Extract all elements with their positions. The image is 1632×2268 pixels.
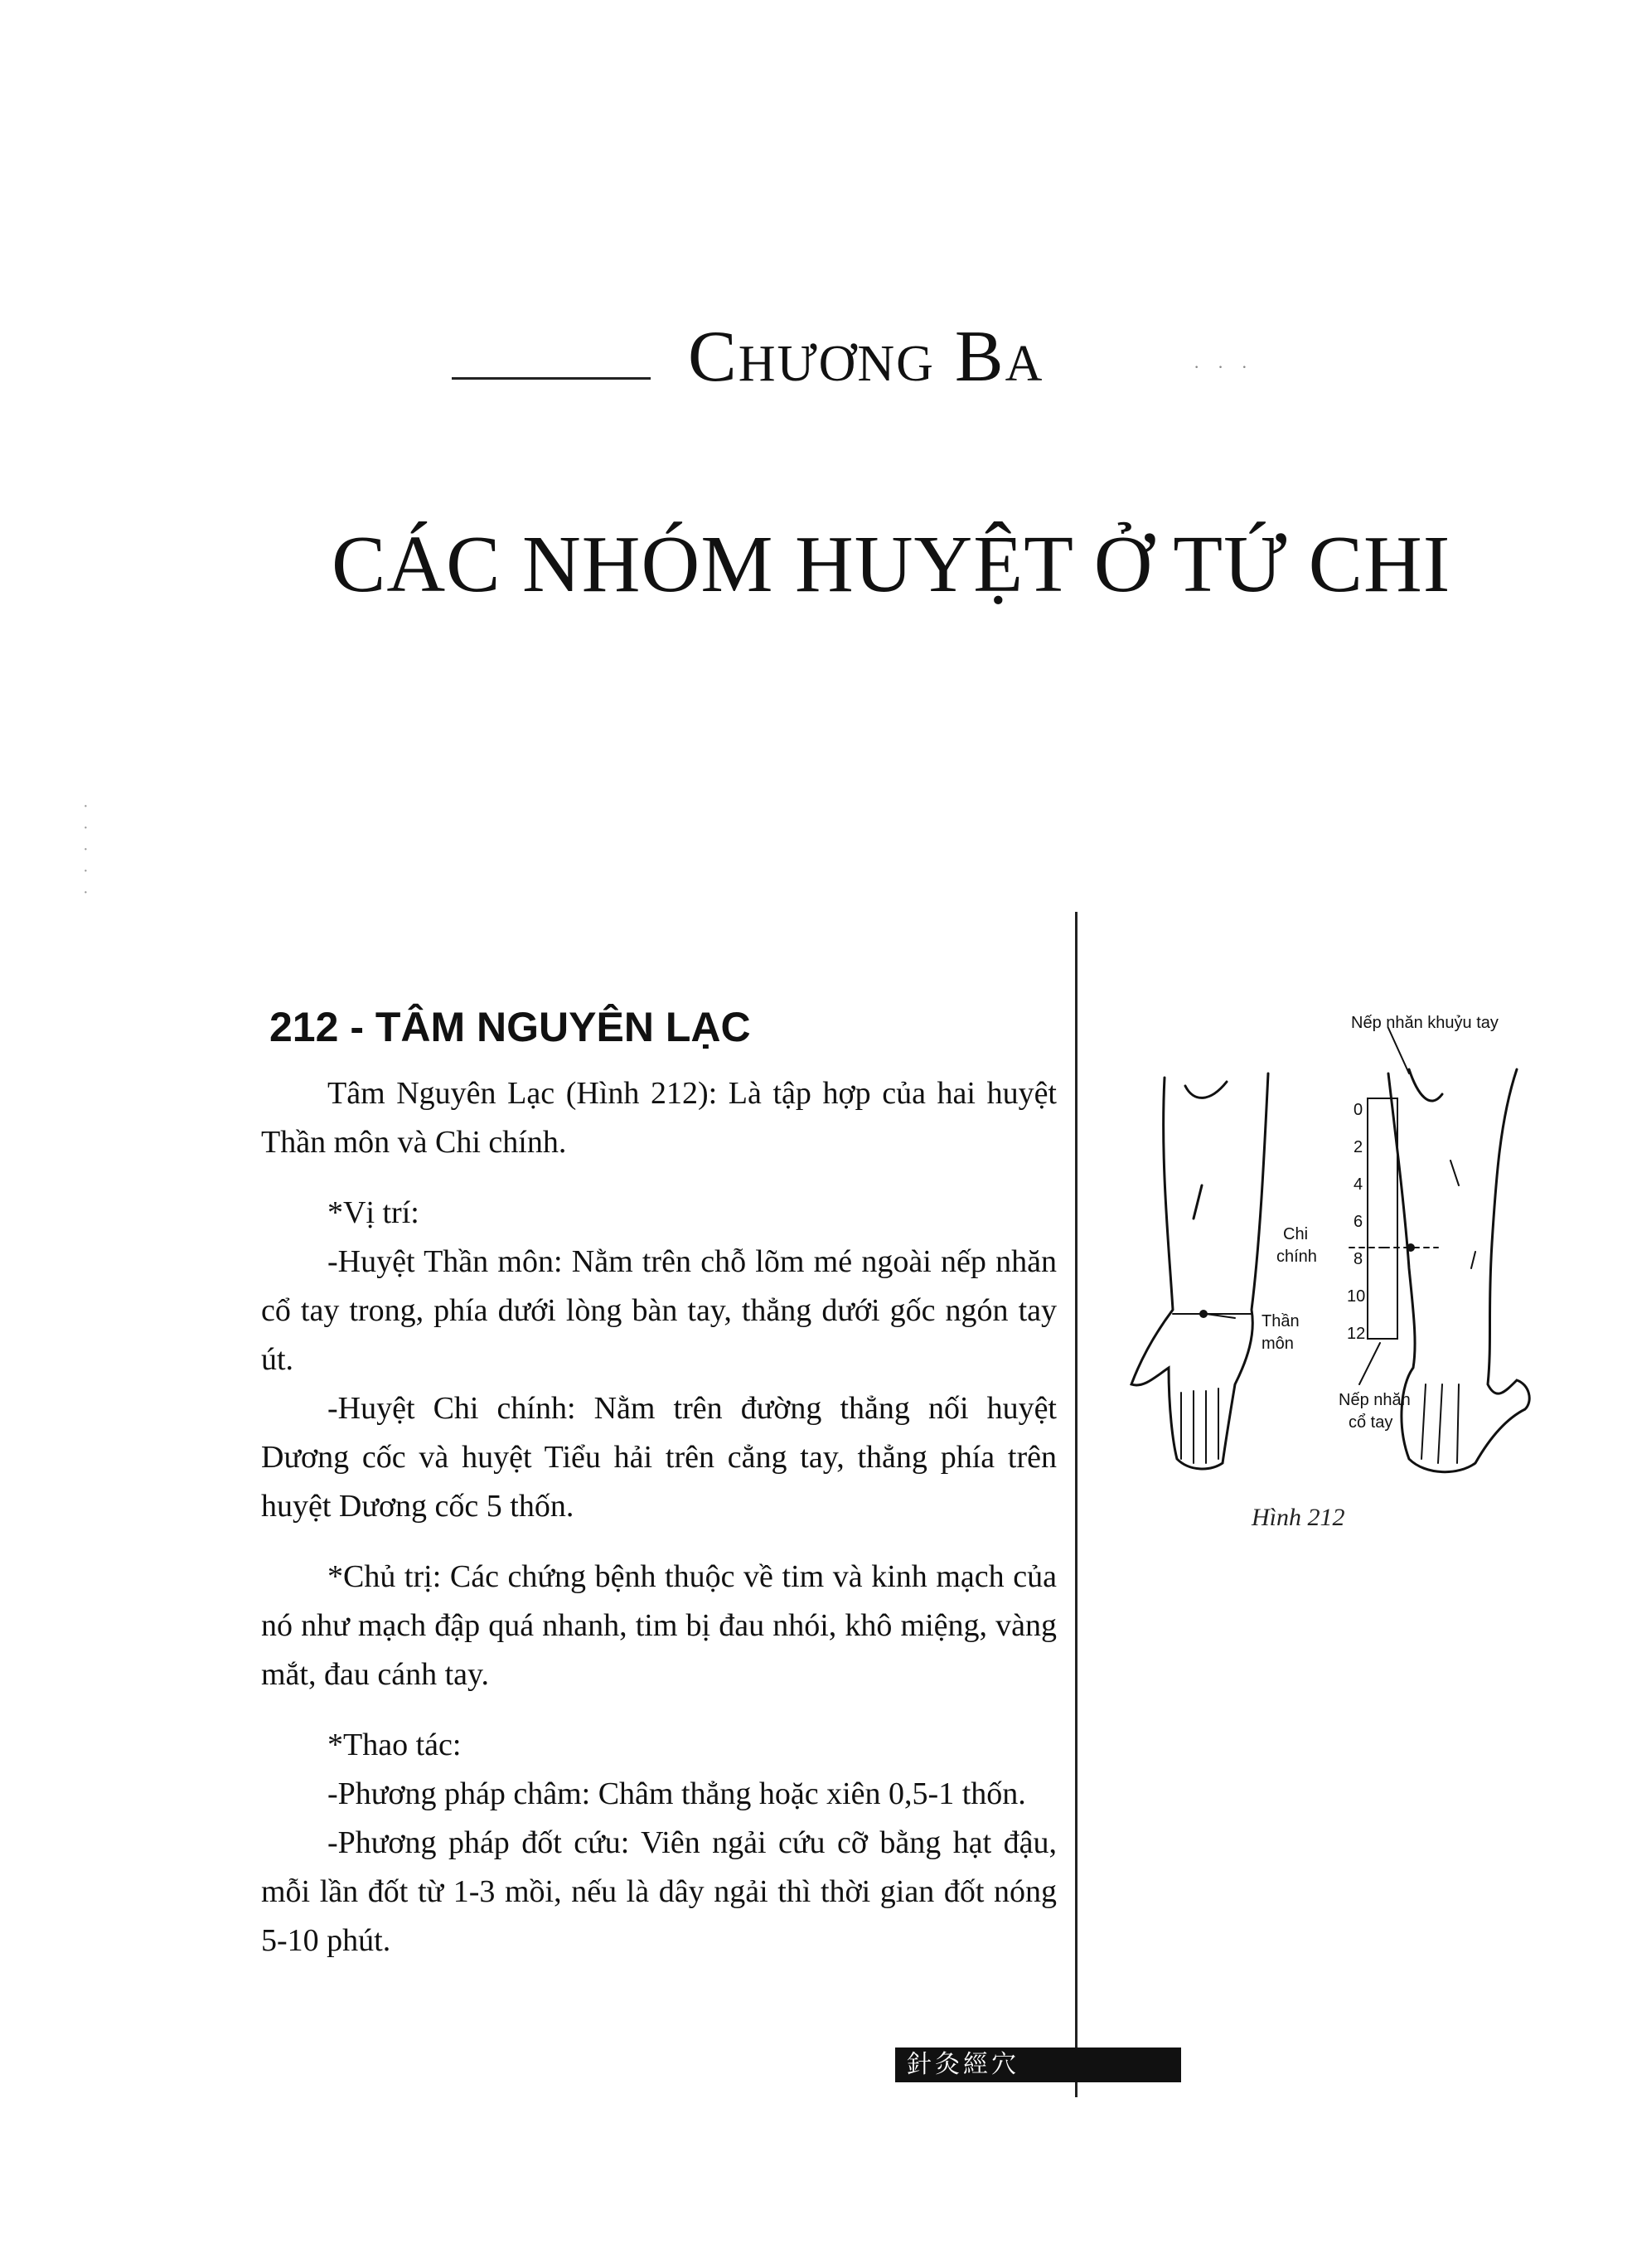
procedure-item-moxibustion: -Phương pháp đốt cứu: Viên ngải cứu cỡ bằng hạt đậu, mỗi lần đốt từ 1-3 mồi, nếu là dây ngải thì thời gian đốt nóng 5-10 phút. [261,1825,1057,1958]
chapter-rule [452,377,651,380]
figure-caption: Hình 212 [1252,1504,1345,1531]
margin-marks: · · · · · [83,797,89,902]
left-arm-line [1194,1185,1202,1219]
arm-illustration [1111,995,1575,1542]
location-item-chi-chinh: -Huyệt Chi chính: Nằm trên đường thẳng nối huyệt Dương cốc và huyệt Tiểu hải trên cẳng tay, thẳng phía trên huyệt Dương cốc 5 thốn. [261,1391,1057,1524]
left-finger-lines [1181,1388,1218,1463]
column-divider [1075,912,1078,2097]
label-wrist-crease-line1: Nếp nhăn [1339,1391,1411,1409]
wrist-crease-pointer [1359,1343,1380,1384]
left-arm-outline [1131,1073,1268,1469]
elbow-crease-pointer [1388,1028,1409,1073]
right-finger-lines [1421,1384,1459,1463]
chapter-label: Chương Ba [688,317,1044,397]
label-wrist-crease-line2: cổ tay [1349,1413,1393,1432]
label-chi-chinh-line1: Chi [1283,1225,1309,1243]
body-text [261,1069,1057,1965]
right-elbow-fold [1409,1069,1442,1101]
footer-band: 針灸經穴 [895,2048,1181,2082]
figure-212 [1111,995,1575,1542]
label-than-mon-line2: môn [1262,1335,1294,1353]
intro-paragraph: Tâm Nguyên Lạc (Hình 212): Là tập hợp của hai huyệt Thần môn và Chi chính. [261,1076,1057,1160]
ruler-tick-labels [1347,1101,1365,1343]
ruler-tick: 0 [1354,1101,1363,1119]
location-heading: *Vị trí: [327,1195,419,1230]
chi-chinh-point [1407,1243,1415,1252]
left-elbow-fold [1185,1082,1227,1098]
location-item-than-mon: -Huyệt Thần môn: Nằm trên chỗ lõm mé ngoài nếp nhăn cổ tay trong, phía dưới lòng bàn tay, thẳng dưới gốc ngón tay út. [261,1244,1057,1377]
ruler-tick: 2 [1354,1138,1363,1156]
right-arm-lines [1450,1161,1475,1268]
ruler-tick: 8 [1354,1250,1363,1268]
ruler-tick: 12 [1347,1325,1366,1343]
than-mon-point [1199,1310,1208,1318]
chapter-title: CÁC NHÓM HUYỆT Ở TỨ CHI [332,520,1451,609]
ruler-tick: 4 [1354,1175,1363,1194]
indications-paragraph: *Chủ trị: Các chứng bệnh thuộc về tim và kinh mạch của nó như mạch đập quá nhanh, tim bị đau nhói, khô miệng, vàng mắt, đau cánh tay. [261,1559,1057,1692]
label-chi-chinh-line2: chính [1276,1248,1317,1266]
label-than-mon-line1: Thần [1262,1312,1300,1330]
measurement-ruler [1368,1098,1397,1339]
label-elbow-crease: Nếp nhăn khuỷu tay [1351,1014,1499,1032]
ruler-tick: 6 [1354,1213,1363,1231]
procedure-heading: *Thao tác: [327,1728,462,1762]
procedure-item-needling: -Phương pháp châm: Châm thẳng hoặc xiên 0,5-1 thốn. [327,1776,1026,1811]
section-title: 212 - TÂM NGUYÊN LẠC [269,1004,751,1050]
ruler-tick: 10 [1347,1287,1366,1306]
chapter-dots: · · · [1194,356,1254,377]
